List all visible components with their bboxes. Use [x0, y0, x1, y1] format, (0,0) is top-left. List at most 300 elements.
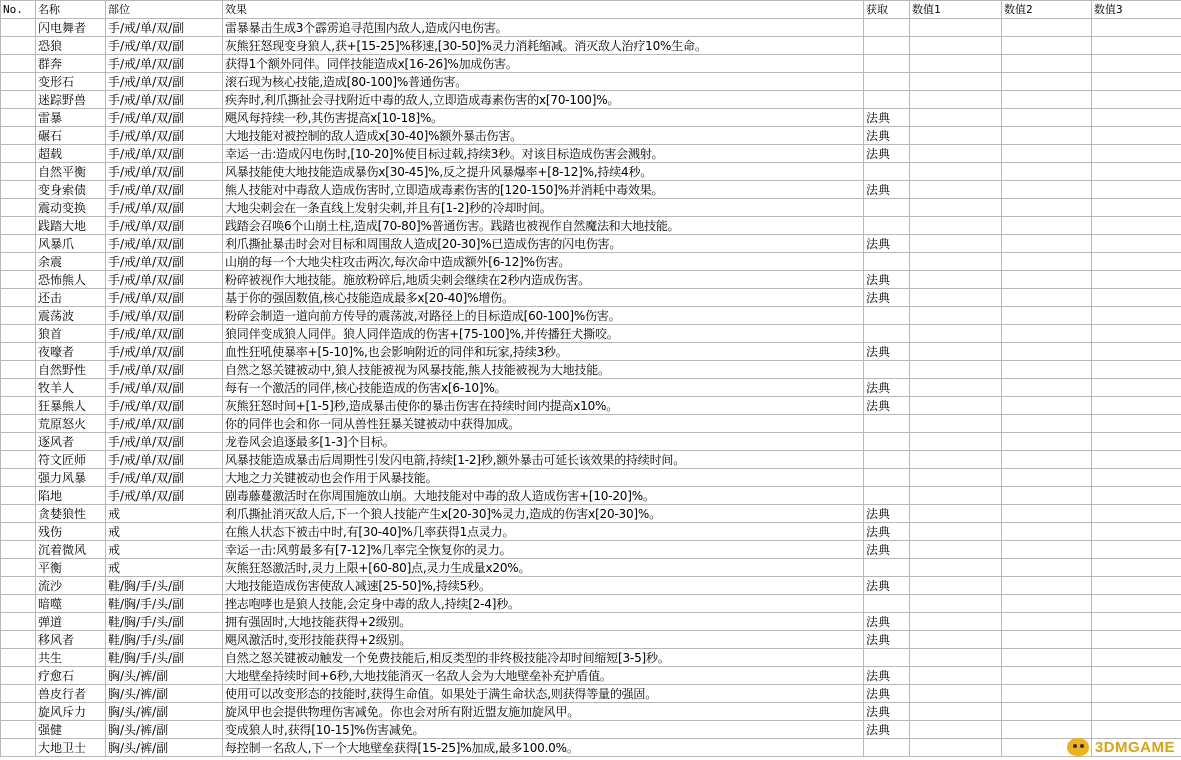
cell-name: 大地卫士 — [36, 739, 106, 757]
cell-source — [864, 199, 910, 217]
cell-name: 还击 — [36, 289, 106, 307]
cell-name: 疗愈石 — [36, 667, 106, 685]
cell-slot: 鞋/胸/手/头/副 — [106, 595, 223, 613]
cell-value3 — [1092, 667, 1181, 685]
cell-source — [864, 73, 910, 91]
cell-value1 — [910, 595, 1002, 613]
table-row — [1, 505, 1181, 523]
cell-value2 — [1002, 217, 1092, 235]
cell-name: 贪婪狼性 — [36, 505, 106, 523]
table-row — [1, 667, 1181, 685]
cell-name: 践踏大地 — [36, 217, 106, 235]
cell-value1 — [910, 235, 1002, 253]
cell-source: 法典 — [864, 523, 910, 541]
cell-value3 — [1092, 487, 1181, 505]
table-row — [1, 253, 1181, 271]
cell-effect: 幸运一击:风剪最多有[7-12]%几率完全恢复你的灵力。 — [223, 541, 864, 559]
cell-slot: 手/戒/单/双/副 — [106, 163, 223, 181]
cell-no — [1, 91, 36, 109]
cell-no — [1, 325, 36, 343]
cell-name: 逐风者 — [36, 433, 106, 451]
cell-no — [1, 37, 36, 55]
cell-slot: 手/戒/单/双/副 — [106, 361, 223, 379]
cell-no — [1, 523, 36, 541]
cell-source: 法典 — [864, 577, 910, 595]
cell-effect: 使用可以改变形态的技能时,获得生命值。如果处于满生命状态,则获得等量的强固。 — [223, 685, 864, 703]
cell-value3 — [1092, 163, 1181, 181]
cell-value2 — [1002, 307, 1092, 325]
cell-name: 旋风斥力 — [36, 703, 106, 721]
cell-value3 — [1092, 685, 1181, 703]
cell-value3 — [1092, 37, 1181, 55]
cell-slot: 手/戒/单/双/副 — [106, 235, 223, 253]
cell-source: 法典 — [864, 541, 910, 559]
cell-value2 — [1002, 469, 1092, 487]
cell-name: 暗噬 — [36, 595, 106, 613]
cell-slot: 胸/头/裤/副 — [106, 703, 223, 721]
cell-slot: 胸/头/裤/副 — [106, 721, 223, 739]
cell-name: 恐狼 — [36, 37, 106, 55]
cell-value2 — [1002, 703, 1092, 721]
cell-source: 法典 — [864, 721, 910, 739]
table-row — [1, 73, 1181, 91]
table-row — [1, 577, 1181, 595]
cell-slot: 戒 — [106, 541, 223, 559]
cell-value3 — [1092, 595, 1181, 613]
cell-slot: 手/戒/单/双/副 — [106, 379, 223, 397]
cell-name: 迷踪野兽 — [36, 91, 106, 109]
cell-value3 — [1092, 451, 1181, 469]
cell-value3 — [1092, 649, 1181, 667]
cell-name: 风暴爪 — [36, 235, 106, 253]
cell-value3 — [1092, 55, 1181, 73]
cell-value2 — [1002, 325, 1092, 343]
cell-slot: 手/戒/单/双/副 — [106, 217, 223, 235]
cell-value2 — [1002, 595, 1092, 613]
cell-value3 — [1092, 271, 1181, 289]
cell-effect: 狼同伴变成狼人同伴。狼人同伴造成的伤害+[75-100]%,并传播狂犬撕咬。 — [223, 325, 864, 343]
cell-name: 牧羊人 — [36, 379, 106, 397]
cell-name: 震荡波 — [36, 307, 106, 325]
cell-source: 法典 — [864, 631, 910, 649]
cell-slot: 戒 — [106, 559, 223, 577]
cell-name: 震动变换 — [36, 199, 106, 217]
cell-value2 — [1002, 145, 1092, 163]
cell-effect: 雷暴暴击生成3个霹雳追寻范围内敌人,造成闪电伤害。 — [223, 19, 864, 37]
cell-name: 符文匠师 — [36, 451, 106, 469]
cell-value3 — [1092, 91, 1181, 109]
cell-name: 荒原怒火 — [36, 415, 106, 433]
cell-effect: 粉碎会制造一道向前方传导的震荡波,对路径上的目标造成[60-100]%伤害。 — [223, 307, 864, 325]
cell-no — [1, 721, 36, 739]
cell-source: 法典 — [864, 703, 910, 721]
cell-slot: 手/戒/单/双/副 — [106, 271, 223, 289]
table-row — [1, 721, 1181, 739]
cell-value1 — [910, 487, 1002, 505]
cell-effect: 旋风甲也会提供物理伤害减免。你也会对所有附近盟友施加旋风甲。 — [223, 703, 864, 721]
cell-slot: 手/戒/单/双/副 — [106, 37, 223, 55]
cell-value3 — [1092, 469, 1181, 487]
cell-no — [1, 235, 36, 253]
cell-effect: 血性狂吼使暴率+[5-10]%,也会影响附近的同伴和玩家,持续3秒。 — [223, 343, 864, 361]
cell-effect: 大地之力关键被动也会作用于风暴技能。 — [223, 469, 864, 487]
cell-effect: 灰熊狂怒激活时,灵力上限+[60-80]点,灵力生成量x20%。 — [223, 559, 864, 577]
table-row — [1, 55, 1181, 73]
table-row — [1, 37, 1181, 55]
cell-slot: 戒 — [106, 523, 223, 541]
cell-value1 — [910, 343, 1002, 361]
cell-value3 — [1092, 307, 1181, 325]
cell-no — [1, 541, 36, 559]
cell-slot: 手/戒/单/双/副 — [106, 199, 223, 217]
cell-name: 残伤 — [36, 523, 106, 541]
header-source: 获取 — [864, 1, 910, 19]
cell-no — [1, 181, 36, 199]
cell-slot: 手/戒/单/双/副 — [106, 91, 223, 109]
table-row — [1, 379, 1181, 397]
cell-no — [1, 703, 36, 721]
cell-value2 — [1002, 721, 1092, 739]
cell-source: 法典 — [864, 127, 910, 145]
cell-value1 — [910, 289, 1002, 307]
cell-effect: 利爪撕扯消灭敌人后,下一个狼人技能产生x[20-30]%灵力,造成的伤害x[20-30]%。 — [223, 505, 864, 523]
cell-no — [1, 415, 36, 433]
cell-effect: 风暴技能造成暴击后周期性引发闪电箭,持续[1-2]秒,额外暴击可延长该效果的持续时间。 — [223, 451, 864, 469]
cell-source: 法典 — [864, 289, 910, 307]
cell-value2 — [1002, 487, 1092, 505]
cell-value3 — [1092, 613, 1181, 631]
cell-slot: 手/戒/单/双/副 — [106, 109, 223, 127]
cell-source: 法典 — [864, 613, 910, 631]
cell-value1 — [910, 505, 1002, 523]
cell-value2 — [1002, 253, 1092, 271]
cell-slot: 手/戒/单/双/副 — [106, 325, 223, 343]
cell-no — [1, 649, 36, 667]
cell-value1 — [910, 181, 1002, 199]
cell-value1 — [910, 199, 1002, 217]
cell-effect: 践踏会召唤6个山崩土柱,造成[70-80]%普通伤害。践踏也被视作自然魔法和大地技能。 — [223, 217, 864, 235]
cell-effect: 每控制一名敌人,下一个大地壁垒获得[15-25]%加成,最多100.0%。 — [223, 739, 864, 757]
cell-source — [864, 217, 910, 235]
cell-value1 — [910, 613, 1002, 631]
cell-no — [1, 145, 36, 163]
cell-value1 — [910, 91, 1002, 109]
cell-value1 — [910, 649, 1002, 667]
cell-value2 — [1002, 613, 1092, 631]
cell-value3 — [1092, 541, 1181, 559]
cell-slot: 手/戒/单/双/副 — [106, 469, 223, 487]
cell-effect: 挫志咆哮也是狼人技能,会定身中毒的敌人,持续[2-4]秒。 — [223, 595, 864, 613]
cell-value3 — [1092, 721, 1181, 739]
cell-source — [864, 91, 910, 109]
cell-value2 — [1002, 91, 1092, 109]
cell-value1 — [910, 415, 1002, 433]
cell-slot: 胸/头/裤/副 — [106, 739, 223, 757]
cell-value3 — [1092, 145, 1181, 163]
cell-effect: 幸运一击:造成闪电伤时,[10-20]%使目标过载,持续3秒。对该目标造成伤害会溅射。 — [223, 145, 864, 163]
cell-value1 — [910, 721, 1002, 739]
table-row — [1, 271, 1181, 289]
cell-value3 — [1092, 217, 1181, 235]
cell-effect: 基于你的强固数值,核心技能造成最多x[20-40]%增伤。 — [223, 289, 864, 307]
cell-no — [1, 289, 36, 307]
cell-value1 — [910, 145, 1002, 163]
cell-name: 雷暴 — [36, 109, 106, 127]
cell-slot: 手/戒/单/双/副 — [106, 73, 223, 91]
cell-name: 平衡 — [36, 559, 106, 577]
cell-effect: 你的同伴也会和你一同从兽性狂暴关键被动中获得加成。 — [223, 415, 864, 433]
table-row — [1, 91, 1181, 109]
cell-value1 — [910, 739, 1002, 757]
cell-no — [1, 217, 36, 235]
cell-value2 — [1002, 541, 1092, 559]
cell-no — [1, 595, 36, 613]
header-name: 名称 — [36, 1, 106, 19]
cell-name: 强力风暴 — [36, 469, 106, 487]
cell-value1 — [910, 361, 1002, 379]
table-row — [1, 397, 1181, 415]
cell-source: 法典 — [864, 109, 910, 127]
cell-source — [864, 595, 910, 613]
cell-no — [1, 577, 36, 595]
cell-name: 狂暴熊人 — [36, 397, 106, 415]
cell-name: 流沙 — [36, 577, 106, 595]
cell-value2 — [1002, 271, 1092, 289]
cell-no — [1, 361, 36, 379]
cell-value3 — [1092, 523, 1181, 541]
table-row — [1, 433, 1181, 451]
cell-name: 余震 — [36, 253, 106, 271]
cell-value3 — [1092, 127, 1181, 145]
cell-effect: 熊人技能对中毒敌人造成伤害时,立即造成毒素伤害的[120-150]%并消耗中毒效果。 — [223, 181, 864, 199]
table-row — [1, 559, 1181, 577]
cell-value2 — [1002, 55, 1092, 73]
cell-no — [1, 379, 36, 397]
cell-effect: 滚石现为核心技能,造成[80-100]%普通伤害。 — [223, 73, 864, 91]
cell-value3 — [1092, 433, 1181, 451]
table-row — [1, 343, 1181, 361]
cell-source — [864, 253, 910, 271]
cell-effect: 在熊人状态下被击中时,有[30-40]%几率获得1点灵力。 — [223, 523, 864, 541]
cell-value3 — [1092, 19, 1181, 37]
cell-value2 — [1002, 163, 1092, 181]
cell-name: 超载 — [36, 145, 106, 163]
table-row — [1, 415, 1181, 433]
cell-value3 — [1092, 739, 1181, 757]
cell-no — [1, 397, 36, 415]
cell-no — [1, 19, 36, 37]
cell-value2 — [1002, 127, 1092, 145]
cell-slot: 手/戒/单/双/副 — [106, 181, 223, 199]
header-value3: 数值3 — [1092, 1, 1181, 19]
cell-effect: 变成狼人时,获得[10-15]%伤害减免。 — [223, 721, 864, 739]
cell-no — [1, 685, 36, 703]
cell-source — [864, 37, 910, 55]
table-row — [1, 595, 1181, 613]
cell-slot: 鞋/胸/手/头/副 — [106, 577, 223, 595]
cell-value1 — [910, 433, 1002, 451]
cell-value3 — [1092, 181, 1181, 199]
cell-no — [1, 559, 36, 577]
cell-value1 — [910, 307, 1002, 325]
cell-value1 — [910, 631, 1002, 649]
cell-name: 自然平衡 — [36, 163, 106, 181]
cell-no — [1, 487, 36, 505]
cell-no — [1, 505, 36, 523]
cell-value3 — [1092, 577, 1181, 595]
cell-source: 法典 — [864, 343, 910, 361]
table-row — [1, 631, 1181, 649]
cell-no — [1, 271, 36, 289]
cell-source — [864, 55, 910, 73]
cell-effect: 飓风激活时,变形技能获得+2级别。 — [223, 631, 864, 649]
cell-no — [1, 199, 36, 217]
cell-value2 — [1002, 433, 1092, 451]
cell-name: 碾石 — [36, 127, 106, 145]
table-row — [1, 469, 1181, 487]
cell-name: 变身索债 — [36, 181, 106, 199]
cell-source — [864, 307, 910, 325]
table-row — [1, 541, 1181, 559]
table-row — [1, 19, 1181, 37]
cell-source — [864, 433, 910, 451]
cell-effect: 自然之怒关键被动中,狼人技能被视为风暴技能,熊人技能被视为大地技能。 — [223, 361, 864, 379]
table-row — [1, 523, 1181, 541]
cell-no — [1, 631, 36, 649]
cell-value1 — [910, 703, 1002, 721]
cell-value1 — [910, 379, 1002, 397]
cell-slot: 手/戒/单/双/副 — [106, 19, 223, 37]
cell-effect: 灰熊狂怒现变身狼人,获+[15-25]%移速,[30-50]%灵力消耗缩减。消灭敌人治疗10%生命。 — [223, 37, 864, 55]
cell-value3 — [1092, 397, 1181, 415]
cell-slot: 鞋/胸/手/头/副 — [106, 649, 223, 667]
header-slot: 部位 — [106, 1, 223, 19]
cell-value2 — [1002, 109, 1092, 127]
cell-effect: 剧毒藤蔓激活时在你周围施放山崩。大地技能对中毒的敌人造成伤害+[10-20]%。 — [223, 487, 864, 505]
header-value1: 数值1 — [910, 1, 1002, 19]
table-row — [1, 217, 1181, 235]
cell-value1 — [910, 523, 1002, 541]
cell-effect: 大地壁垒持续时间+6秒,大地技能消灭一名敌人会为大地壁垒补充护盾值。 — [223, 667, 864, 685]
cell-value3 — [1092, 199, 1181, 217]
cell-no — [1, 433, 36, 451]
cell-source: 法典 — [864, 181, 910, 199]
cell-value2 — [1002, 37, 1092, 55]
table-row — [1, 109, 1181, 127]
cell-slot: 手/戒/单/双/副 — [106, 415, 223, 433]
cell-name: 闪电舞者 — [36, 19, 106, 37]
cell-source — [864, 469, 910, 487]
cell-no — [1, 451, 36, 469]
cell-value2 — [1002, 667, 1092, 685]
cell-slot: 手/戒/单/双/副 — [106, 55, 223, 73]
table-row — [1, 289, 1181, 307]
cell-no — [1, 469, 36, 487]
cell-value1 — [910, 685, 1002, 703]
cell-effect: 大地尖刺会在一条直线上发射尖刺,并且有[1-2]秒的冷却时间。 — [223, 199, 864, 217]
cell-slot: 手/戒/单/双/副 — [106, 397, 223, 415]
cell-value1 — [910, 577, 1002, 595]
header-no: No. — [1, 1, 36, 19]
table-row — [1, 127, 1181, 145]
cell-slot: 手/戒/单/双/副 — [106, 127, 223, 145]
cell-value3 — [1092, 379, 1181, 397]
table-row — [1, 325, 1181, 343]
table-row — [1, 307, 1181, 325]
cell-effect: 山崩的每一个大地尖柱攻击两次,每次命中造成额外[6-12]%伤害。 — [223, 253, 864, 271]
table-row — [1, 145, 1181, 163]
cell-slot: 胸/头/裤/副 — [106, 685, 223, 703]
cell-name: 强健 — [36, 721, 106, 739]
cell-no — [1, 739, 36, 757]
cell-slot: 手/戒/单/双/副 — [106, 451, 223, 469]
cell-value2 — [1002, 235, 1092, 253]
cell-name: 群奔 — [36, 55, 106, 73]
cell-source: 法典 — [864, 145, 910, 163]
cell-source — [864, 739, 910, 757]
cell-value2 — [1002, 559, 1092, 577]
cell-slot: 戒 — [106, 505, 223, 523]
cell-slot: 鞋/胸/手/头/副 — [106, 613, 223, 631]
cell-name: 兽皮行者 — [36, 685, 106, 703]
cell-source: 法典 — [864, 685, 910, 703]
cell-effect: 利爪撕扯暴击时会对目标和周围敌人造成[20-30]%已造成伤害的闪电伤害。 — [223, 235, 864, 253]
cell-value2 — [1002, 649, 1092, 667]
table-row — [1, 181, 1181, 199]
cell-name: 狼首 — [36, 325, 106, 343]
cell-source — [864, 559, 910, 577]
cell-source — [864, 649, 910, 667]
cell-value2 — [1002, 289, 1092, 307]
table-row — [1, 235, 1181, 253]
cell-source: 法典 — [864, 397, 910, 415]
cell-no — [1, 109, 36, 127]
table-row — [1, 685, 1181, 703]
cell-value1 — [910, 19, 1002, 37]
cell-source — [864, 487, 910, 505]
cell-no — [1, 613, 36, 631]
cell-effect: 龙卷风会追逐最多[1-3]个目标。 — [223, 433, 864, 451]
cell-name: 沉着微风 — [36, 541, 106, 559]
cell-value2 — [1002, 73, 1092, 91]
table-row — [1, 649, 1181, 667]
cell-source — [864, 451, 910, 469]
cell-value3 — [1092, 235, 1181, 253]
cell-no — [1, 307, 36, 325]
table-row — [1, 487, 1181, 505]
table-row — [1, 199, 1181, 217]
cell-name: 移风者 — [36, 631, 106, 649]
cell-no — [1, 55, 36, 73]
cell-value3 — [1092, 73, 1181, 91]
cell-slot: 鞋/胸/手/头/副 — [106, 631, 223, 649]
cell-value3 — [1092, 325, 1181, 343]
cell-value1 — [910, 667, 1002, 685]
cell-value2 — [1002, 451, 1092, 469]
cell-slot: 手/戒/单/双/副 — [106, 145, 223, 163]
cell-value1 — [910, 163, 1002, 181]
cell-value2 — [1002, 577, 1092, 595]
cell-value2 — [1002, 397, 1092, 415]
cell-name: 自然野性 — [36, 361, 106, 379]
cell-effect: 粉碎被视作大地技能。施放粉碎后,地质尖刺会继续在2秒内造成伤害。 — [223, 271, 864, 289]
header-row — [1, 1, 1181, 19]
cell-source: 法典 — [864, 379, 910, 397]
cell-value1 — [910, 397, 1002, 415]
cell-value2 — [1002, 361, 1092, 379]
cell-no — [1, 253, 36, 271]
cell-value3 — [1092, 631, 1181, 649]
